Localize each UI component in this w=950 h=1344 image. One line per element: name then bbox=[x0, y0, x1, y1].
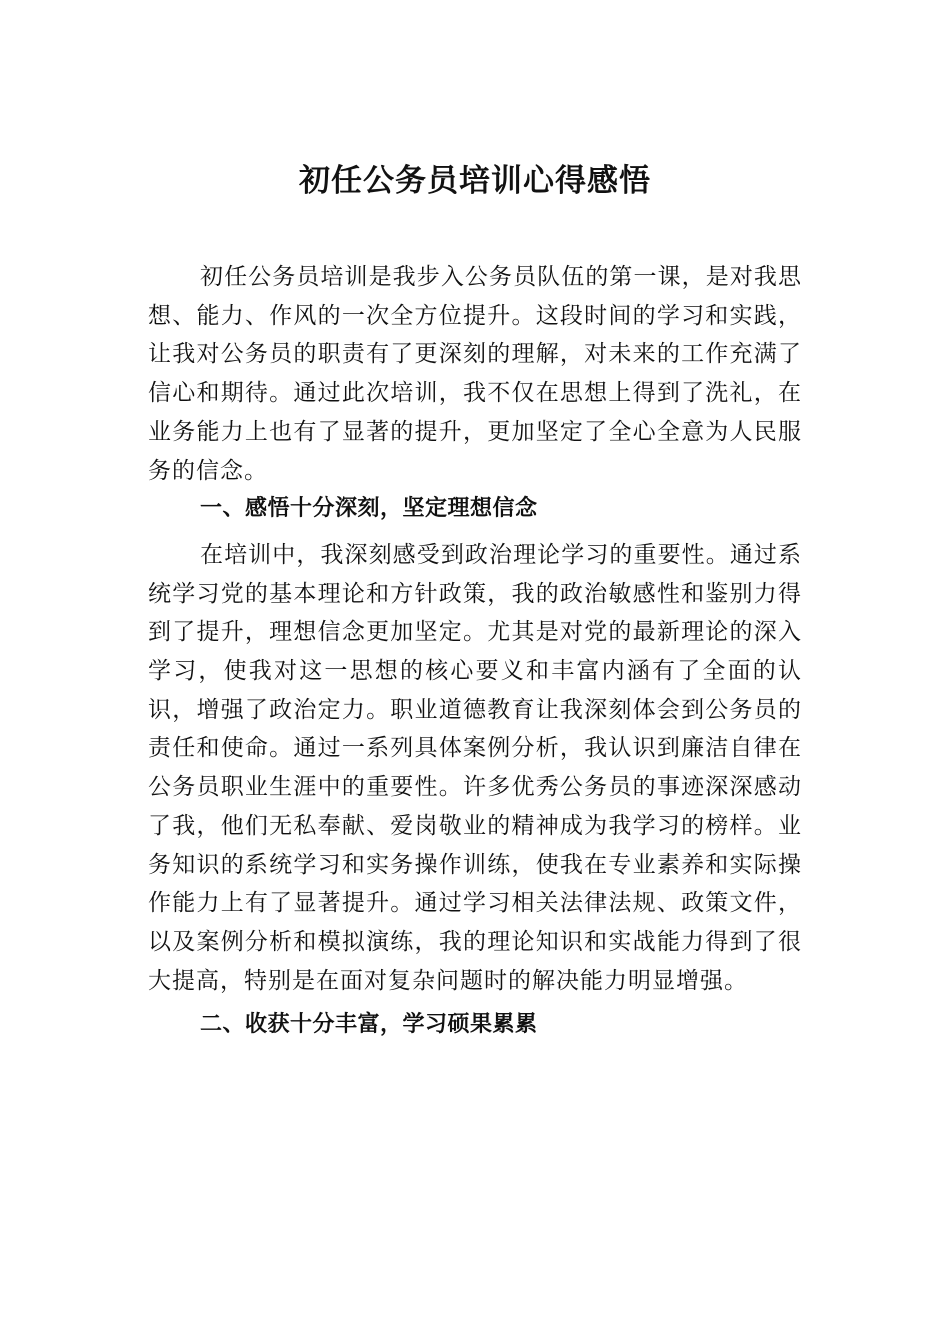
section-2-heading: 二、收获十分丰富，学习硕果累累 bbox=[200, 1012, 538, 1038]
document-body bbox=[148, 258, 802, 1045]
section-1-paragraph: 在培训中，我深刻感受到政治理论学习的重要性。通过系统学习党的基本理论和方针政策，我的政治敏感性和鉴别力得到了提升，理想信念更加坚定。尤其是对党的最新理论的深入学习，使我对这一思想的核心要义和丰富内涵有了全面的认识，增强了政治定力。职业道德教育让我深刻体会到公务员的责任和使命。通过一系列具体案例分析，我认识到廉洁自律在公务员职业生涯中的重要性。许多优秀公务员的事迹深深感动了我，他们无私奉献、爱岗敬业的精神成为我学习的榜样。业务知识的系统学习和实务操作训练，使我在专业素养和实际操作能力上有了显著提升。通过学习相关法律法规、政策文件，以及案例分析和模拟演练，我的理论知识和实战能力得到了很大提高，特别是在面对复杂问题时的解决能力明显增强。 bbox=[148, 541, 802, 994]
intro-paragraph: 初任公务员培训是我步入公务员队伍的第一课，是对我思想、能力、作风的一次全方位提升。这段时间的学习和实践，让我对公务员的职责有了更深刻的理解，对未来的工作充满了信心和期待。通过此次培训，我不仅在思想上得到了洗礼，在业务能力上也有了显著的提升，更加坚定了全心全意为人民服务的信念。 bbox=[148, 264, 802, 484]
section-1-heading: 一、感悟十分深刻，坚定理想信念 bbox=[200, 496, 538, 522]
document-title: 初任公务员培训心得感悟 bbox=[299, 163, 651, 199]
